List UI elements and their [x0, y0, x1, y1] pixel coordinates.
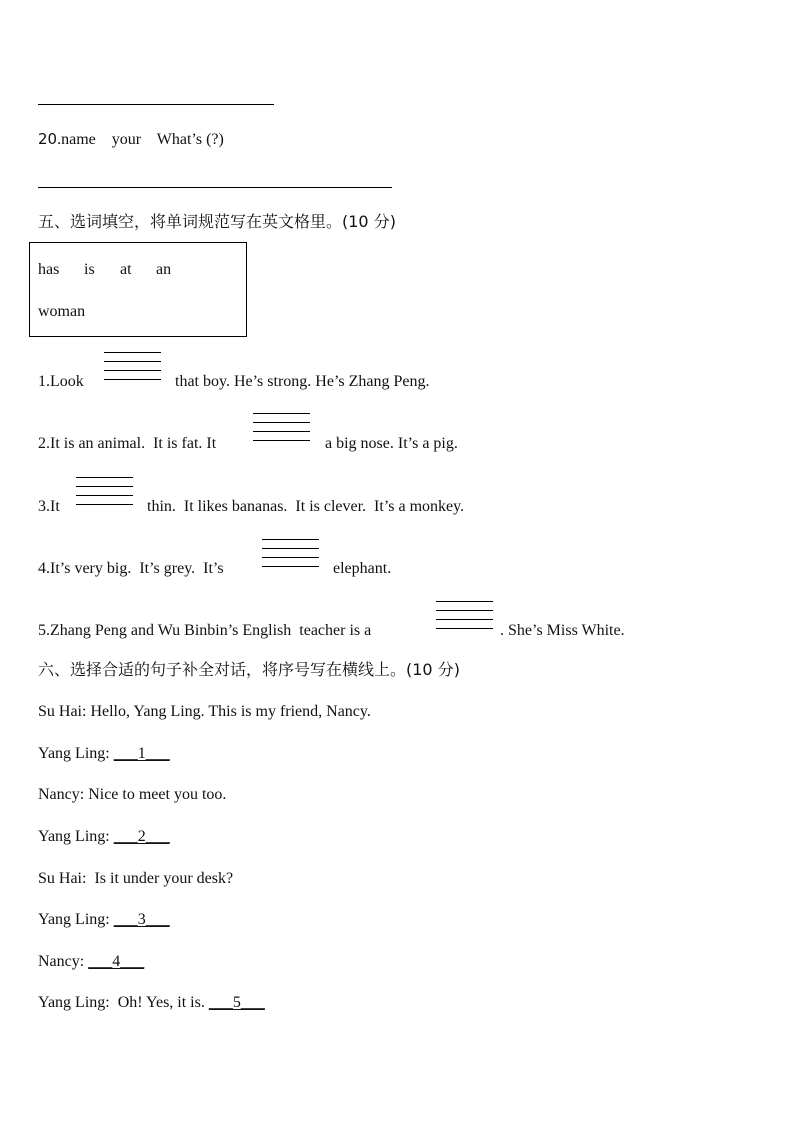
fill-item-4-before: 4.It’s very big. It’s grey. It’s: [38, 560, 224, 577]
dialogue-line: [38, 869, 233, 889]
dialogue-line: [38, 785, 226, 805]
answer-line-q19: [38, 104, 274, 105]
writing-grid-5[interactable]: [436, 601, 493, 631]
answer-blank-1[interactable]: ___1___: [113, 745, 170, 762]
dialogue-text: Nancy: Nice to meet you too.: [38, 786, 227, 803]
section-6-title: 六、选择合适的句子补全对话，将序号写在横线上。(10 分): [38, 660, 460, 679]
answer-blank-3[interactable]: ___3___: [113, 911, 170, 928]
fill-item-3-before: 3.It: [38, 498, 60, 515]
dialogue-line: [38, 910, 170, 930]
answer-line-q20: [38, 187, 392, 188]
question-text: .name your What’s (?): [57, 131, 224, 148]
word-bank-item: has: [38, 261, 60, 278]
fill-item-3-after: thin. It likes bananas. It is clever. It’s a monkey.: [147, 498, 465, 515]
answer-blank-4[interactable]: ___4___: [88, 953, 145, 970]
fill-item-5-after: . She’s Miss White.: [500, 622, 625, 639]
fill-item-1-after: that boy. He’s strong. He’s Zhang Peng.: [175, 373, 430, 390]
fill-item-1-before: 1.Look: [38, 373, 84, 390]
dialogue-text: Su Hai: Hello, Yang Ling. This is my friend, Nancy.: [38, 703, 371, 720]
dialogue-text: Su Hai: Is it under your desk?: [38, 870, 234, 887]
dialogue-speaker: Yang Ling:: [38, 745, 114, 762]
dialogue-text: Yang Ling: Oh! Yes, it is.: [38, 994, 209, 1011]
word-bank-item: is: [84, 261, 95, 278]
word-bank-item: woman: [38, 303, 86, 320]
writing-grid-3[interactable]: [76, 477, 133, 507]
fill-item-2-after: a big nose. It’s a pig.: [325, 435, 458, 452]
dialogue-line: [38, 702, 371, 722]
word-bank-item: at: [120, 261, 132, 278]
dialogue-speaker: Nancy:: [38, 953, 89, 970]
question-20: [38, 129, 224, 150]
word-bank-box: [29, 242, 247, 337]
writing-grid-4[interactable]: [262, 539, 319, 569]
fill-item-2-before: 2.It is an animal. It is fat. It: [38, 435, 217, 452]
dialogue-line: [38, 952, 144, 972]
writing-grid-1[interactable]: [104, 352, 161, 382]
dialogue-line: [38, 827, 170, 847]
dialogue-speaker: Yang Ling:: [38, 828, 114, 845]
section-5-title: 五、选词填空，将单词规范写在英文格里。(10 分): [38, 212, 396, 231]
fill-item-4-after: elephant.: [333, 560, 392, 577]
dialogue-line: [38, 993, 265, 1013]
dialogue-line: [38, 744, 170, 764]
writing-grid-2[interactable]: [253, 413, 310, 443]
answer-blank-5[interactable]: ___5___: [208, 994, 265, 1011]
dialogue-speaker: Yang Ling:: [38, 911, 114, 928]
question-number: 20: [38, 130, 58, 148]
fill-item-5-before: 5.Zhang Peng and Wu Binbin’s English teacher is a: [38, 622, 372, 639]
word-bank-item: an: [156, 261, 172, 278]
answer-blank-2[interactable]: ___2___: [113, 828, 170, 845]
